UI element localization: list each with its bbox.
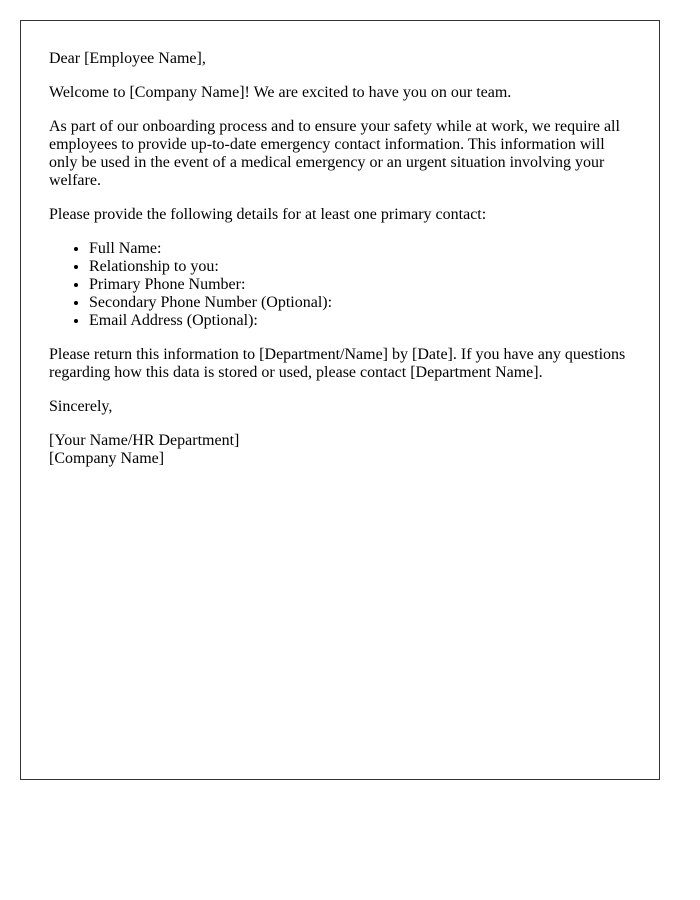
closing: Sincerely, [49,398,113,415]
request-paragraph: Please provide the following details for at least one primary contact: [49,206,487,223]
list-item: • Relationship to you: [89,258,631,276]
signature-company: [Company Name] [49,450,165,467]
instructions-paragraph: Please return this information to [Department/Name] by [Date]. If you have any questions regarding how this data is stored or used, please contact [Department Name]. [49,346,626,381]
welcome-paragraph: Welcome to [Company Name]! We are excited to have you on our team. [49,84,512,101]
list-item: • Secondary Phone Number (Optional): [89,294,631,312]
intro-paragraph: As part of our onboarding process and to ensure your safety while at work, we require all employees to provide up-to-date emergency contact information. This information will only be used in the event of a medical emergency or an urgent situation involving your welfare. [49,118,620,189]
list-item: • Primary Phone Number: [89,276,631,294]
list-item: • Full Name: [89,240,631,258]
greeting: Dear [Employee Name], [49,50,206,67]
signature-name: [Your Name/HR Department] [49,432,240,449]
signature-block [49,432,631,468]
contact-fields-list [49,240,631,330]
list-item: • Email Address (Optional): [89,312,631,330]
letter-page [20,20,660,780]
